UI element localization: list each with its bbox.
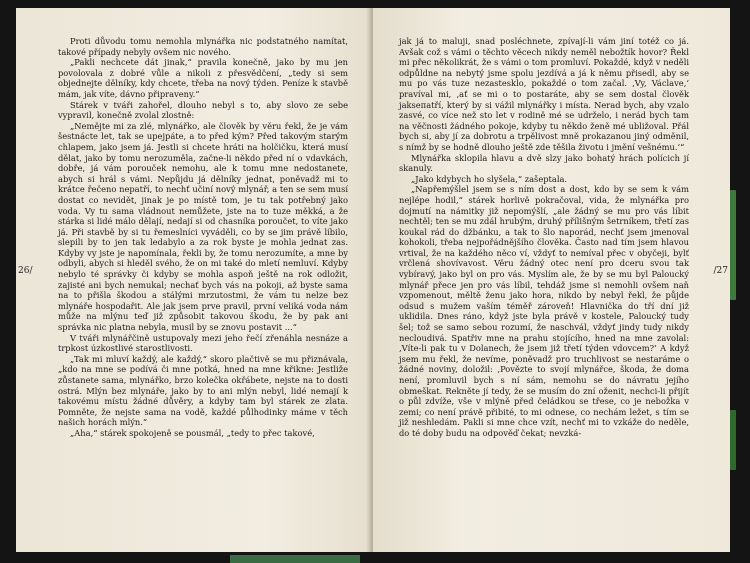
left-page-text bbox=[58, 36, 348, 439]
right-page-text bbox=[399, 36, 689, 439]
left-page-number: 26/ bbox=[18, 266, 33, 276]
left-paragraph-3: Stárek v tváři zahořel, dlouho nebyl s to, aby slovo ze sebe vypravil, konečně zvolal zlostně: bbox=[58, 99, 348, 121]
right-page-number: /27 bbox=[713, 266, 728, 276]
bookmark-tab bbox=[730, 190, 736, 300]
bookmark-tab-lower bbox=[730, 410, 736, 470]
left-page bbox=[16, 8, 373, 552]
left-paragraph-7: „Aha,“ stárek spokojeně se pousmál, „tedy to přec takové, bbox=[70, 427, 315, 438]
right-paragraph-3: „Jako kdybych ho slyšela,“ zašeptala. bbox=[411, 173, 568, 184]
right-page bbox=[373, 8, 730, 552]
right-paragraph-1: jak já to maluji, snad posléchnete, zpívají-li vám jiní totéž co já. Avšak což s vámi o těchto věcech nikdy neměl nebožtík hovor? Řekl mi přec několikrát, že s vámi o tom promluví. Pokaždé, když v neděli odpůldne na nebytý jsme spolu jezdívá a já k němu přisedl, aby se mu po vás tuze nezastesklo, pokaždé o tom začal. ‚Vy, Václave,‘ pravíval mi, ‚ať se mi o to postaráte, aby se sem dostal člověk jakseпatří, který by si vážil mlynářky i místa. Nerad bych, aby vzalo zasvé, co více než sto let v rodině mé se udrželo, i nerád bych tam na věčnosti žádného pokoje, kdyby tu někdo ženě mé ubližoval. Přál bych si, aby jí za dobrotu a trpělivost mně prokazanou jiný odměnil, s nímž by se hodně dlouho ještě zde těšila životu i jmění vešnému.‘“ bbox=[399, 36, 689, 152]
right-paragraph-2: Mlynářka sklopila hlavu a dvě slzy jako bohatý hrách polícich jí skanuly. bbox=[399, 152, 689, 174]
cover-edge-strip bbox=[230, 555, 360, 563]
left-paragraph-4: „Nemějte mi za zlé, mlynářko, ale člověk by věru řekl, že je vám šestnácte let, tak se upejpáte, a to před kým? Před takovým starým chlapem, jako jsem já. Jestli si chcete hráti na holčičku, která musí dělat, jako by tomu nerozuměla, začne-li někdo před ní o vdavkách, dobře, já vám porouček nemohu, ale k tomu mne nedostanete, abych si hrál s vámi. Nepůjdu já dělníky jednat, poněvadž mi to krátce řečeno nepatří, to nechť učiní nový mlynář, a ten se sem musí dostat co nevidět, jinak je po místě tom, je tu tak potřebný jako voda. Vy tu sama vládnout nemůžete, jste na to tuze měkká, a že stárka si lidé málo dělají, nedají si od chasníka poroučet, to víte jako já. Při stavbě by si tu řemeslníci vyváděli, co by se jim právě líbilo, slepili by to jen tak ledabylo a za rok byste je mohla jednat zas. Kdyby vy jste je napomínala, řekli by, že tomu nerozumíte, a mne by odbyli, abych si hleděl svého, že on mi také do mletí nemluví. Kdyby nebylo té správky či kdyby se mohla aspoň ještě na rok odložit, zajisté ani bych nemukal; nechať bych vás na pokoji, až byste sama na to přišla škodou a stálými mrzutostmi, že vám tu nelze bez mlynáře hospodařit. Ale jak jsem prve pravil, první veliká voda nám může na mlýnu teď již způsobit takovou škodu, že by pak ani správka nic platna nebyla, musil by se znovu postavit ...“ bbox=[58, 120, 348, 333]
right-paragraph-4: „Napřemýšlel jsem se s ním dost a dost, kdo by se sem k vám nejlépe hodil,“ stárek horlivě pokračoval, vida, že mlynářka pro dojmutí na námitky již nepomýšlí, „ale žádný se mu pro vás líbit nechtěl; ten se mu zdál hrubým, druhý přílišným šetrníkem, třetí zas koukal rád do džbánku, a tak to šlo naporád, nechť jsem jmenoval kohokoli, třeba nejpořádnějšího člověka. Často nad tím jsem hlavou vrtival, že na každého něco ví, vždyť to nemíval přec v obyčeji, bylť vrčlená shovívavost. Věru žádný otec není pro dceru svou tak vybíravý, jako byl on pro vás. Myslím ale, že by se mu byl Paloucký mlynář přece jen pro vás líbil, tehdáž jsme si nemohli ovšem naň vzpomenout, měltě ženu jako hora, nikdo by nebyl řekl, že půjde odsud s mužem vaším téměř zároveň! Hlavnička do tří dní již uklidila. Dnes ráno, když jste byla právě v kostele, Paloucký tudy šel; tož se samo sebou rozumí, že naschvál, vždyť jindy tudy nikdy necloudivá. Spatřiv mne na prahu stojícího, hned na mne zavolal: ‚Víte-li pak tu v Dolanech, že jsem již třetí týden vdovcem?‘ A když jsem mu řekl, že nevíme, poněvadž pro truchlivost se nestaráme o žádné noviny, doložil: ‚Povězte to svojí mlynářce, škoda, že doma není, promluvil bych s ní sám, nemohu se do návratu jejího obmeškat. Rekněte jí tedy, že se musím do zní oženit, nechci-li přijít o půl zdvíže, vše v mlýně před čeládkou se třese, co je nebožka v zemi; co není právě přibité, to mi odnese, co nechám ležet, s tím se již neshledám. Pakli si mne chce vzít, nechť mi to vzkáže do neděle, do té doby budu na odpověď čekat; nevzká- bbox=[399, 184, 689, 438]
left-paragraph-2: „Pakli nechcete dát jinak,“ pravila konečně, jako by mu jen povolovala z dobré vůle a nikoli z přesvědčení, „tedy si sem objednejte dělníky, kdy chcete, třeba na nový týden. Peníze k stavbě mám, jak víte, dávno připraveny.“ bbox=[58, 57, 348, 99]
left-paragraph-6: „Tak mi mluví každý, ale každý,“ skoro plačtivě se mu přiznávala, „kdo na mne se podívá či mne potká, hned na mne křikne: Jestliže zůstanete sama, mlynářko, brzo kolečka okřábete, nejste na to dosti ostrá. Mlýn bez mlynáře, jako by to ani mlýn nebyl, lidé nemají k takovému místu žádné důvěry, a kdyby tam byl stárek ze zlata. Pomněte, že nejste sama na vodě, každé půlhodinky máme v těch našich horách mlýn.“ bbox=[58, 353, 348, 428]
left-paragraph-1: Proti důvodu tomu nemohla mlynářka nic podstatného namítat, takové případy nebyly ovšem nic nového. bbox=[58, 36, 348, 57]
left-paragraph-5: V tváři mlynářčině ustupovaly mezi jeho řečí zřenáhla nesnáze a trpkost úzkostlivé starostlivosti. bbox=[58, 332, 348, 354]
